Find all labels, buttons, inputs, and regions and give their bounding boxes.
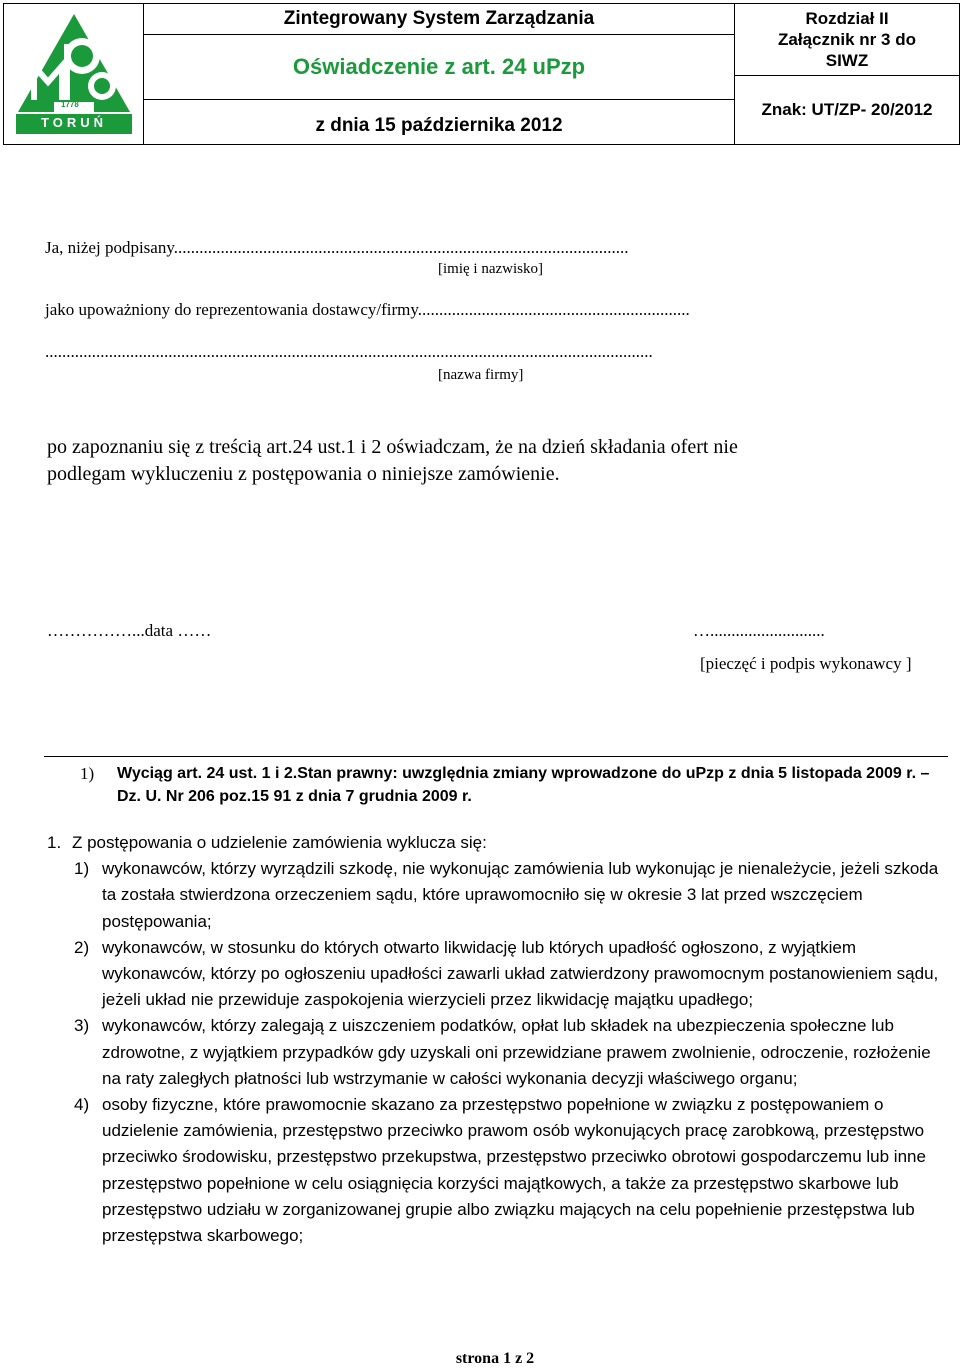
list-item-text: osoby fizyczne, które prawomocnie skazano za przestępstwo popełnione w związku z postępowaniem o udzielenie zamówienia, przestępstwo przeciwko prawom osób wykonujących pracę zarobkową, przestępstwo przeciwko środowisku, przestępstwo przekupstwa, przestępstwo przeciwko obrotowi gospodarczemu lub inne przestępstwo popełnione w celu osiągnięcia korzyści majątkowych, a także za przestępstwo skarbowe lub przestępstwo udziału w zorganizowanej grupie albo związku mających na celu popełnienie przestępstwa lub przestępstwa skarbowego; bbox=[102, 1095, 926, 1246]
document-date: z dnia 15 października 2012 bbox=[315, 115, 563, 136]
footnote-divider bbox=[44, 756, 948, 757]
name-line: Ja, niżej podpisany........................................................................................................... bbox=[45, 238, 629, 257]
section-label: Rozdział II bbox=[805, 9, 889, 28]
list-item-text: wykonawców, którzy zalegają z uiszczeniem podatków, opłat lub składek na ubezpieczenia społeczne lub zdrowotne, z wyjątkiem przypadków gdy uzyskali oni przewidziane prawem zwolnienie, odroczenie, rozłożenie na raty zaległych płatności lub wstrzymanie w całości wykonania decyzji właściwego organu; bbox=[102, 1016, 931, 1088]
signature-hint: [pieczęć i podpis wykonawcy ] bbox=[700, 654, 912, 673]
reference-code: Znak: UT/ZP- 20/2012 bbox=[761, 100, 933, 119]
paragraph-text: Z postępowania o udzielenie zamówienia wyklucza się: bbox=[72, 833, 487, 852]
list-item-text: wykonawców, w stosunku do których otwarto likwidację lub których upadłość ogłoszono, z wyjątkiem wykonawców, którzy po ogłoszeniu upadłości zawarli układ zatwierdzony prawomocnym postanowieniem sądu, jeżeli układ nie przewiduje zaspokojenia wierzycieli przez likwidację majątku upadłego; bbox=[102, 937, 939, 1010]
company-line-continued: ............................................................................................................................................... bbox=[45, 342, 653, 361]
list-item bbox=[47, 1013, 947, 1092]
section-info bbox=[735, 4, 959, 76]
attachment-ref: SIWZ bbox=[825, 51, 869, 70]
list-item bbox=[47, 1092, 947, 1249]
list-item bbox=[47, 856, 947, 935]
page-number: strona 1 z 2 bbox=[455, 1350, 535, 1367]
header-title-block bbox=[144, 4, 735, 144]
company-logo bbox=[4, 4, 144, 144]
logo-city: TORUŃ bbox=[41, 115, 107, 130]
statement-line-2: podlegam wykluczeniu z postępowania o niniejsze zamówienie. bbox=[47, 463, 560, 485]
signature-field: …........................... bbox=[693, 621, 825, 640]
list-item bbox=[47, 935, 947, 1014]
date-field: ……………...data …… bbox=[47, 621, 212, 640]
list-item-number: 2) bbox=[74, 937, 90, 957]
attachment-label: Załącznik nr 3 do bbox=[778, 30, 916, 49]
list-item-number: 4) bbox=[74, 1095, 90, 1115]
footnote-number: 1) bbox=[80, 764, 95, 783]
list-item-number: 3) bbox=[74, 1016, 90, 1036]
system-title: Zintegrowany System Zarządzania bbox=[144, 4, 734, 35]
footnote bbox=[80, 762, 950, 808]
document-header bbox=[3, 3, 960, 145]
logo-year: 1778 bbox=[61, 100, 79, 109]
statement-line-1: po zapoznaniu się z treścią art.24 ust.1 i 2 oświadczam, że na dzień składania ofert nie bbox=[47, 436, 738, 458]
paragraph-number: 1. bbox=[47, 833, 62, 852]
company-line: jako upoważniony do reprezentowania dostawcy/firmy................................................................ bbox=[45, 300, 690, 319]
name-hint: [imię i nazwisko] bbox=[438, 261, 543, 277]
header-reference-block bbox=[735, 4, 959, 144]
footnote-text: Wyciąg art. 24 ust. 1 i 2.Stan prawny: uwzględnia zmiany wprowadzone do uPzp z dnia 5 listopada 2009 r. – Dz. U. Nr 206 poz.15 91 z dnia 7 grudnia 2009 r. bbox=[117, 765, 930, 805]
document-title: Oświadczenie z art. 24 uPzp bbox=[144, 34, 734, 100]
list-item-text: wykonawców, którzy wyrządzili szkodę, nie wykonując zamówienia lub wykonując je nienależycie, jeżeli szkoda ta została stwierdzona orzeczeniem sądu, które uprawomocniło się w okresie 3 lat przed wszczęciem postępowania; bbox=[102, 859, 939, 931]
list-item-number: 1) bbox=[74, 859, 90, 879]
company-hint: [nazwa firmy] bbox=[438, 367, 524, 383]
article-text bbox=[47, 830, 947, 1249]
article-paragraph bbox=[47, 830, 947, 856]
